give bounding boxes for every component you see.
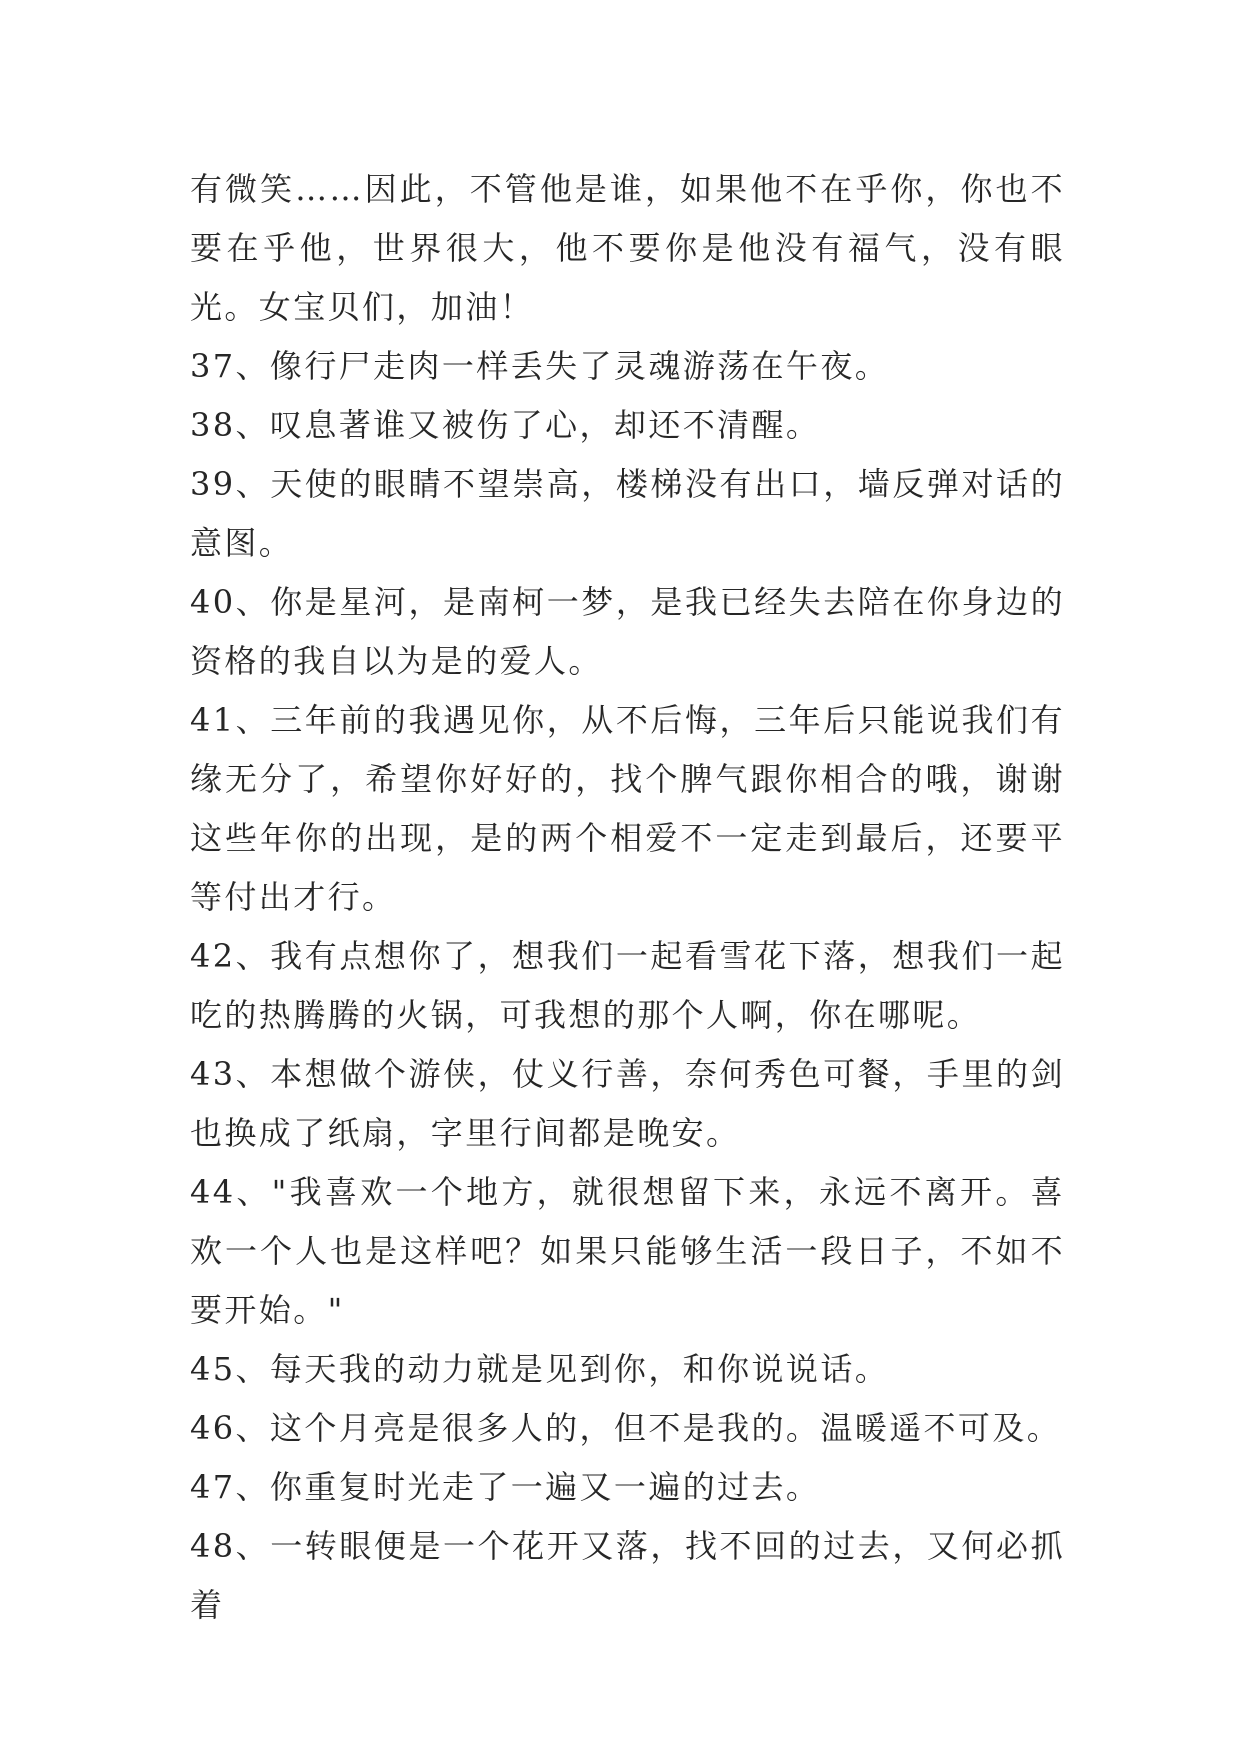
- paragraph-44: 44、"我喜欢一个地方，就很想留下来，永远不离开。喜欢一个人也是这样吧？如果只能够生活一段日子，不如不要开始。": [190, 1173, 1065, 1329]
- paragraph-41: 41、三年前的我遇见你，从不后悔，三年后只能说我们有缘无分了，希望你好好的，找个脾气跟你相合的哦，谢谢这些年你的出现，是的两个相爱不一定走到最后，还要平等付出才行。: [190, 701, 1065, 916]
- paragraph-continuation: 有微笑……因此，不管他是谁，如果他不在乎你，你也不要在乎他，世界很大，他不要你是他没有福气，没有眼光。女宝贝们，加油！: [190, 170, 1065, 326]
- document-body: [190, 160, 1065, 1635]
- paragraph-39: 39、天使的眼睛不望崇高，楼梯没有出口，墙反弹对话的意图。: [190, 465, 1065, 562]
- paragraph-48: 48、一转眼便是一个花开又落，找不回的过去，又何必抓着: [190, 1527, 1065, 1624]
- paragraph-46: 46、这个月亮是很多人的，但不是我的。温暖遥不可及。: [190, 1409, 1062, 1447]
- paragraph-40: 40、你是星河，是南柯一梦，是我已经失去陪在你身边的资格的我自以为是的爱人。: [190, 583, 1065, 680]
- paragraph-43: 43、本想做个游侠，仗义行善，奈何秀色可餐，手里的剑也换成了纸扇，字里行间都是晚安。: [190, 1055, 1065, 1152]
- paragraph-37: 37、像行尸走肉一样丢失了灵魂游荡在午夜。: [190, 347, 890, 385]
- paragraph-47: 47、你重复时光走了一遍又一遍的过去。: [190, 1468, 821, 1506]
- paragraph-45: 45、每天我的动力就是见到你，和你说说话。: [190, 1350, 890, 1388]
- paragraph-42: 42、我有点想你了，想我们一起看雪花下落，想我们一起吃的热腾腾的火锅，可我想的那个人啊，你在哪呢。: [190, 937, 1065, 1034]
- paragraph-38: 38、叹息著谁又被伤了心，却还不清醒。: [190, 406, 821, 444]
